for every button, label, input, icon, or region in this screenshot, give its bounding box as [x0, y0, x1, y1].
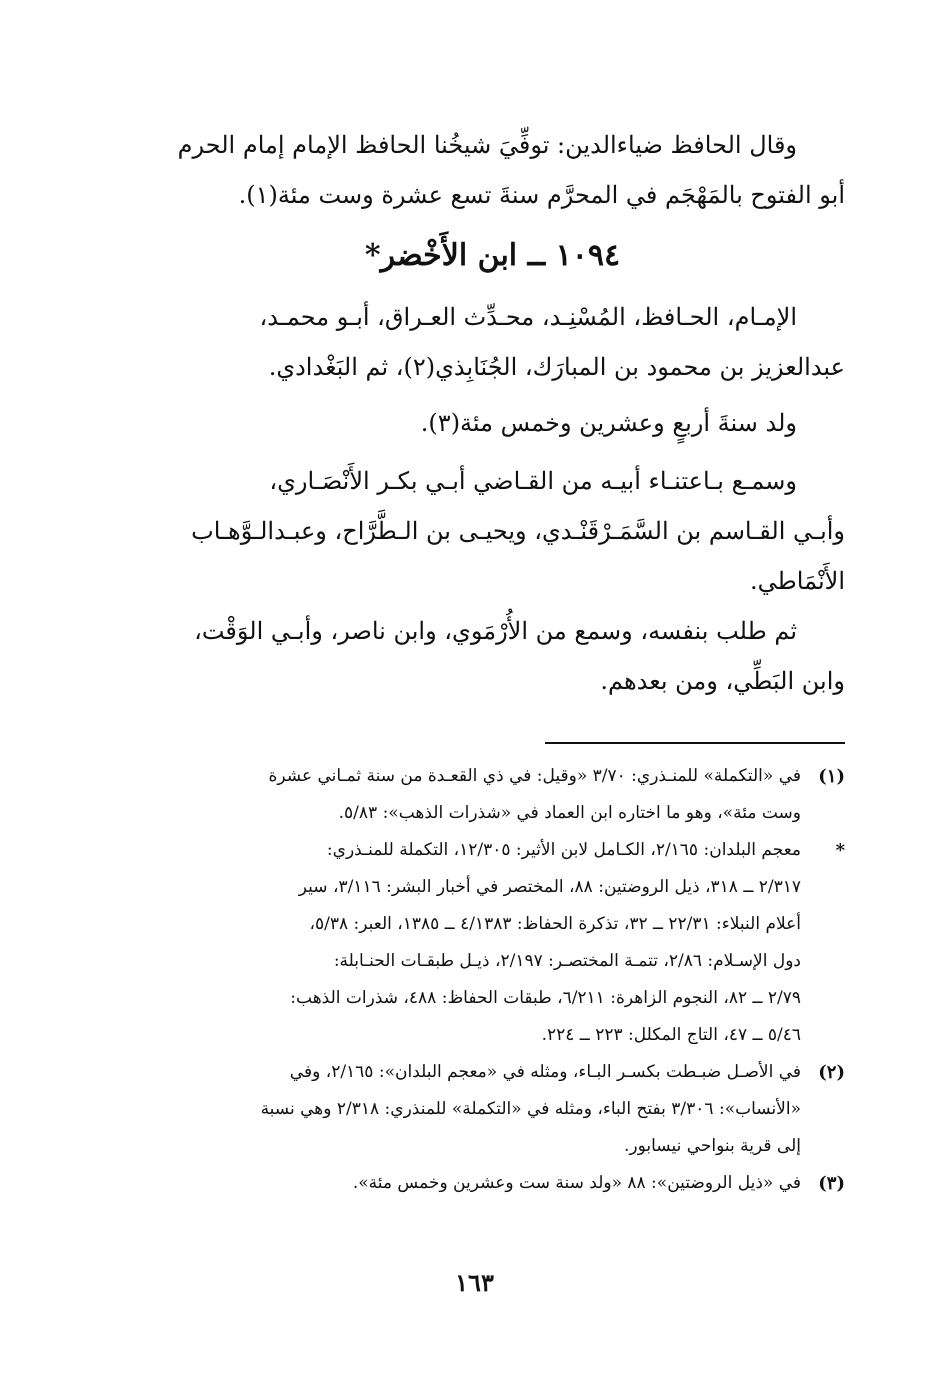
- text-line: الإمـام، الحـافظ، المُسْنِـد، محـدِّث العـراق، أبـو محمـد،: [259, 303, 797, 331]
- text-line: وقال الحافظ ضياءالدين: توفِّيَ شيخُنا الحافظ الإمام إمام الحرم: [177, 131, 797, 159]
- paragraph-name: [140, 292, 845, 392]
- footnote-line: ٢/٧٩ ــ ٨٢، النجوم الزاهرة: ٦/٢١١، طبقات الحفاظ: ٤٨٨، شذرات الذهب:: [290, 988, 801, 1008]
- entry-heading: ١٠٩٤ ــ ابن الأَخْضر*: [364, 238, 621, 273]
- paragraph-birth: [140, 398, 845, 448]
- footnote: [140, 1054, 845, 1165]
- footnote-marker: (٣): [818, 1173, 845, 1194]
- text-line: وأبـي القـاسم بن السَّمَـرْقَنْـدي، ويحيـى بن الـطَّرَّاح، وعبـدالـوَّهـاب: [191, 517, 845, 545]
- text-line: ثم طلب بنفسه، وسمع من الأُرْمَوي، وابن ناصر، وأبـي الوَقْت،: [194, 617, 797, 645]
- paragraph-hearing: [140, 456, 845, 606]
- footnote-body: [140, 1054, 801, 1165]
- text-line: عبدالعزيز بن محمود بن المبارَك، الجُنَابِذي(٢)، ثم البَغْدادي.: [268, 353, 845, 381]
- page-number: ١٦٣: [455, 1268, 494, 1297]
- footnote-line: معجم البلدان: ٢/١٦٥، الكـامل لابن الأثير: ١٢/٣٠٥، التكملة للمنـذري:: [326, 840, 801, 860]
- text-line: وابن البَطِّي، ومن بعدهم.: [600, 667, 845, 695]
- book-page: [140, 120, 845, 1340]
- footnote-line: أعلام النبلاء: ٢٢/٣١ ــ ٣٢، تذكرة الحفاظ: ٤/١٣٨٣ ــ ١٣٨٥، العبر: ٥/٣٨،: [309, 914, 801, 934]
- footnote-line: في «التكملة» للمنـذري: ٣/٧٠ «وقيل: في ذي القعـدة من سنة ثمـاني عشرة: [268, 766, 801, 786]
- footnote-line: في الأصـل ضبـطت بكسـر البـاء، ومثله في «معجم البلدان»: ٢/١٦٥، وفي: [289, 1062, 801, 1082]
- footnote-marker: *: [835, 840, 845, 861]
- text-line: الأَنْمَاطي.: [750, 567, 845, 595]
- footnote-line: في «ذيل الروضتين»: ٨٨ «ولد سنة ست وعشرين وخمس مئة».: [352, 1173, 801, 1193]
- footnote-body: [140, 758, 801, 832]
- text-line: وسمـع بـاعتنـاء أبيـه من القـاضي أبـي بكـر الأَنْصَـاري،: [269, 467, 797, 495]
- footnote-body: [140, 1165, 801, 1202]
- footnote-marker: (١): [818, 766, 845, 787]
- footnote: [140, 758, 845, 832]
- footnote-line: ٢/٣١٧ ــ ٣١٨، ذيل الروضتين: ٨٨، المختصر في أخبار البشر: ٣/١١٦، سير: [298, 877, 801, 897]
- footnote-line: إلى قرية بنواحي نيسابور.: [623, 1136, 801, 1156]
- footnote-line: دول الإسـلام: ٢/٨٦، تتمـة المختصـر: ٢/١٩٧، ذيـل طبقـات الحنـابلة:: [333, 951, 801, 971]
- text-line: ولد سنةَ أربعٍ وعشرين وخمس مئة(٣).: [420, 409, 797, 437]
- text-line: أبو الفتوح بالمَهْجَم في المحرَّم سنةَ تسع عشرة وست مئة(١).: [238, 181, 845, 209]
- footnote-marker: (٢): [818, 1062, 845, 1083]
- paragraph-death-report: [140, 120, 845, 220]
- footnote: [140, 1165, 845, 1202]
- footnote-line: «الأنساب»: ٣/٣٠٦ بفتح الباء، ومثله في «التكملة» للمنذري: ٢/٣١٨ وهي نسبة: [260, 1099, 801, 1119]
- footnote-body: [140, 832, 801, 1054]
- footnote-line: ٥/٤٦ ــ ٤٧، التاج المكلل: ٢٢٣ ــ ٢٢٤.: [541, 1025, 801, 1045]
- footnote-line: وست مئة»، وهو ما اختاره ابن العماد في «شذرات الذهب»: ٥/٨٣.: [338, 803, 801, 823]
- paragraph-study: [140, 606, 845, 706]
- footnote-separator: [545, 742, 845, 744]
- footnote: [140, 832, 845, 1054]
